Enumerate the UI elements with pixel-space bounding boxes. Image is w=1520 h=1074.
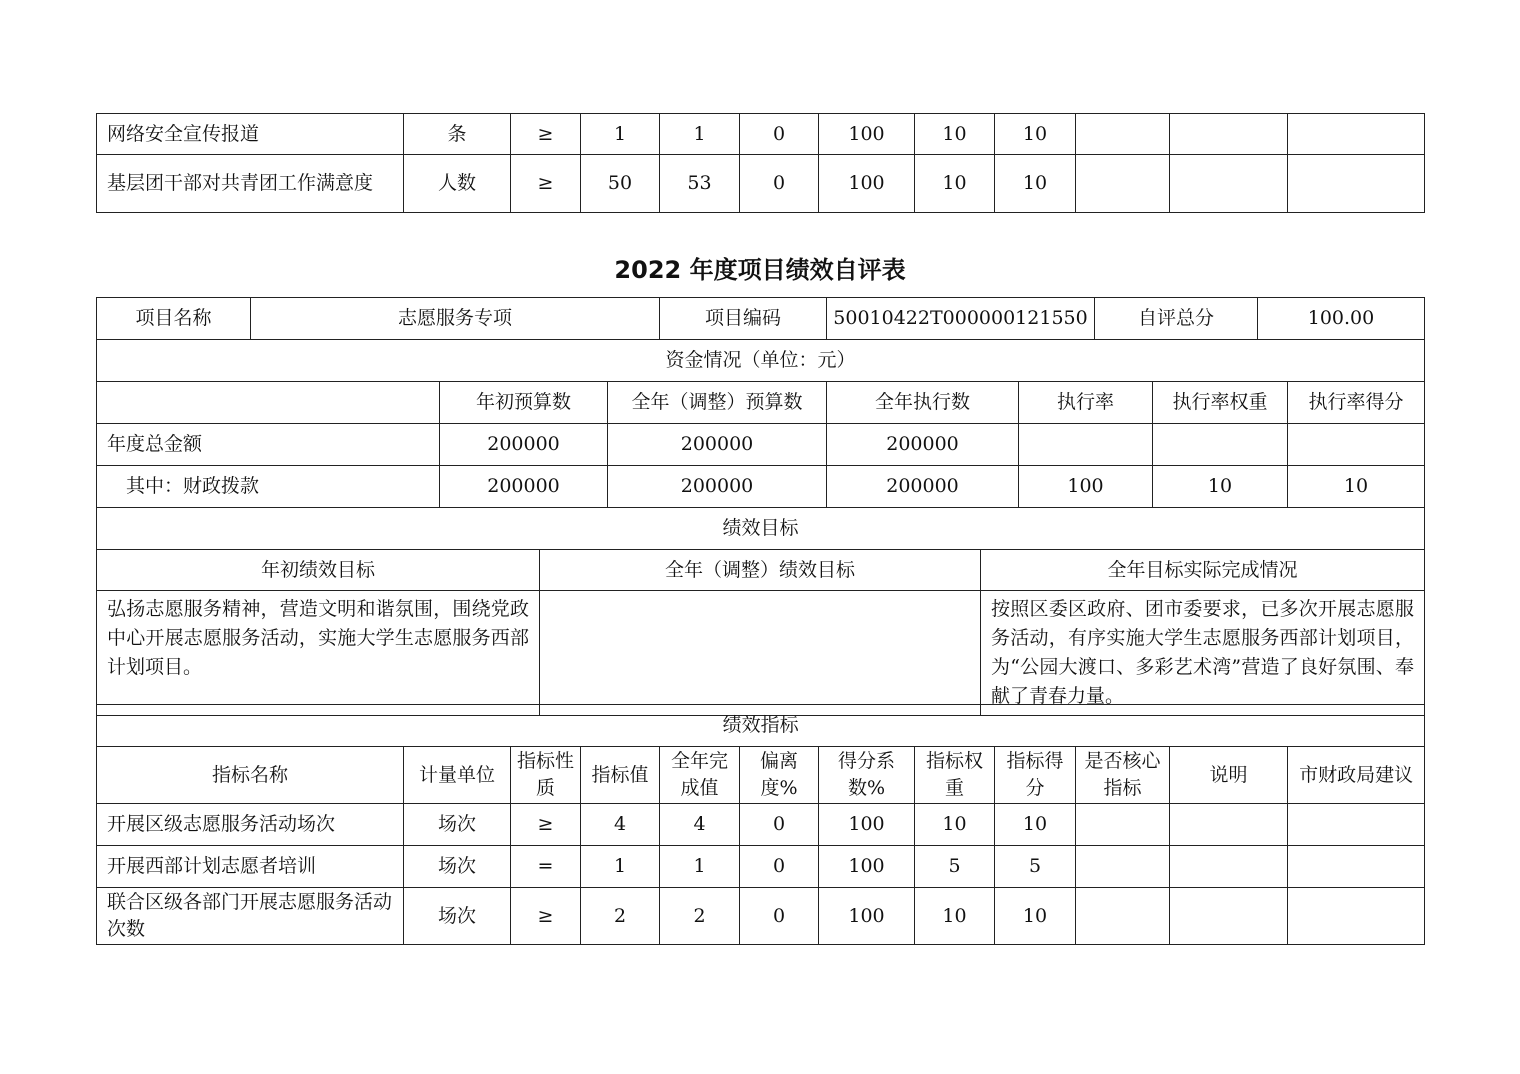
goal-text: 按照区委区政府、团市委要求，已多次开展志愿服务活动，有序实施大学生志愿服务西部计划项目，为“公园大渡口、多彩艺术湾”营造了良好氛围、奉献了青春力量。	[981, 591, 1425, 716]
table-cell: 10	[915, 114, 995, 155]
project-code: 50010422T000000121550	[827, 298, 1095, 340]
table-row	[97, 747, 1425, 804]
table-cell: 10	[915, 804, 995, 846]
table-cell: 50	[581, 155, 660, 213]
table-row	[97, 508, 1425, 550]
table-cell: 10	[1153, 466, 1288, 508]
table-cell: 100	[1019, 466, 1153, 508]
table-cell	[1076, 114, 1170, 155]
funds-section-header: 资金情况（单位：元）	[97, 340, 1425, 382]
table-cell: 5	[995, 846, 1076, 888]
column-header: 指标名称	[97, 747, 404, 804]
table-row	[97, 114, 1425, 155]
goal-text: 弘扬志愿服务精神，营造文明和谐氛围，围绕党政中心开展志愿服务活动，实施大学生志愿服务西部计划项目。	[97, 591, 540, 716]
previous-indicator-table	[96, 113, 1425, 213]
table-cell: 0	[740, 114, 819, 155]
table-cell	[1019, 424, 1153, 466]
indicators-table	[96, 704, 1425, 945]
table-cell	[1288, 846, 1425, 888]
table-cell: 5	[915, 846, 995, 888]
table-cell: 联合区级各部门开展志愿服务活动次数	[97, 888, 404, 945]
table-cell: 53	[660, 155, 740, 213]
table-cell: 网络安全宣传报道	[97, 114, 404, 155]
table-cell: 2	[581, 888, 660, 945]
table-cell: 基层团干部对共青团工作满意度	[97, 155, 404, 213]
score-label: 自评总分	[1095, 298, 1258, 340]
column-header: 全年完成值	[660, 747, 740, 804]
table-cell: 场次	[404, 888, 511, 945]
table-cell: ≥	[511, 114, 581, 155]
column-header: 指标权重	[915, 747, 995, 804]
table-row	[97, 382, 1425, 424]
column-header: 全年目标实际完成情况	[981, 550, 1425, 591]
table-cell: 100	[819, 846, 915, 888]
table-cell: 100	[819, 155, 915, 213]
table-row	[97, 466, 1425, 508]
table-row	[97, 155, 1425, 213]
page-title: 2022 年度项目绩效自评表	[614, 256, 906, 284]
table-cell: 年度总金额	[97, 424, 440, 466]
project-name-label: 项目名称	[97, 298, 251, 340]
table-cell	[1288, 114, 1425, 155]
table-row	[97, 591, 1425, 716]
column-header: 全年（调整）绩效目标	[540, 550, 981, 591]
table-cell	[1170, 114, 1288, 155]
table-cell	[1076, 888, 1170, 945]
table-cell: 200000	[827, 424, 1019, 466]
table-cell: ≥	[511, 888, 581, 945]
table-cell: 200000	[440, 466, 608, 508]
table-cell: 4	[581, 804, 660, 846]
table-cell: 0	[740, 804, 819, 846]
table-cell	[1288, 155, 1425, 213]
column-header: 执行率得分	[1288, 382, 1425, 424]
table-cell: 场次	[404, 804, 511, 846]
indicators-section-header: 绩效指标	[97, 705, 1425, 747]
column-header: 执行率	[1019, 382, 1153, 424]
table-cell: 10	[995, 888, 1076, 945]
table-cell: 100	[819, 888, 915, 945]
table-cell: 0	[740, 155, 819, 213]
table-cell: ≥	[511, 155, 581, 213]
column-header: 指标得分	[995, 747, 1076, 804]
table-cell: 10	[1288, 466, 1425, 508]
table-cell: 10	[995, 155, 1076, 213]
column-header: 得分系数%	[819, 747, 915, 804]
project-name: 志愿服务专项	[251, 298, 660, 340]
column-header: 指标性质	[511, 747, 581, 804]
table-cell: 100	[819, 804, 915, 846]
project-code-label: 项目编码	[660, 298, 827, 340]
table-cell	[1170, 155, 1288, 213]
table-row	[97, 550, 1425, 591]
table-cell: 开展西部计划志愿者培训	[97, 846, 404, 888]
column-header: 偏离度%	[740, 747, 819, 804]
table-row	[97, 888, 1425, 945]
table-row	[97, 705, 1425, 747]
table-cell: 0	[740, 888, 819, 945]
column-header	[97, 382, 440, 424]
table-cell: 1	[581, 114, 660, 155]
table-cell: 10	[995, 114, 1076, 155]
column-header: 市财政局建议	[1288, 747, 1425, 804]
column-header: 执行率权重	[1153, 382, 1288, 424]
table-cell: 场次	[404, 846, 511, 888]
column-header: 全年（调整）预算数	[608, 382, 827, 424]
funds-table	[96, 339, 1425, 508]
table-cell	[1076, 804, 1170, 846]
table-cell: 200000	[608, 424, 827, 466]
table-cell: 1	[660, 846, 740, 888]
table-cell: 10	[915, 888, 995, 945]
column-header: 全年执行数	[827, 382, 1019, 424]
table-cell	[1153, 424, 1288, 466]
table-cell	[1288, 804, 1425, 846]
table-cell: 开展区级志愿服务活动场次	[97, 804, 404, 846]
table-cell: ≥	[511, 804, 581, 846]
table-cell	[1170, 804, 1288, 846]
table-cell: 10	[915, 155, 995, 213]
column-header: 年初绩效目标	[97, 550, 540, 591]
table-cell	[1170, 846, 1288, 888]
table-cell: 200000	[827, 466, 1019, 508]
goals-section-header: 绩效目标	[97, 508, 1425, 550]
column-header: 计量单位	[404, 747, 511, 804]
table-cell	[1170, 888, 1288, 945]
table-row	[97, 804, 1425, 846]
table-cell: 条	[404, 114, 511, 155]
table-cell: 0	[740, 846, 819, 888]
table-cell	[1288, 888, 1425, 945]
table-cell	[1288, 424, 1425, 466]
table-cell: 200000	[440, 424, 608, 466]
table-cell: 4	[660, 804, 740, 846]
table-cell: =	[511, 846, 581, 888]
goals-table	[96, 507, 1425, 716]
table-row	[97, 846, 1425, 888]
table-cell	[1076, 155, 1170, 213]
column-header: 说明	[1170, 747, 1288, 804]
total-score: 100.00	[1258, 298, 1425, 340]
table-cell	[1076, 846, 1170, 888]
table-cell: 人数	[404, 155, 511, 213]
column-header: 年初预算数	[440, 382, 608, 424]
table-cell: 2	[660, 888, 740, 945]
table-row	[97, 424, 1425, 466]
column-header: 是否核心指标	[1076, 747, 1170, 804]
table-cell: 10	[995, 804, 1076, 846]
table-row	[97, 340, 1425, 382]
project-info-table	[96, 297, 1425, 340]
table-cell: 1	[660, 114, 740, 155]
table-cell: 1	[581, 846, 660, 888]
column-header: 指标值	[581, 747, 660, 804]
table-cell: 100	[819, 114, 915, 155]
table-cell: 200000	[608, 466, 827, 508]
table-cell: 其中：财政拨款	[97, 466, 440, 508]
goal-text	[540, 591, 981, 716]
